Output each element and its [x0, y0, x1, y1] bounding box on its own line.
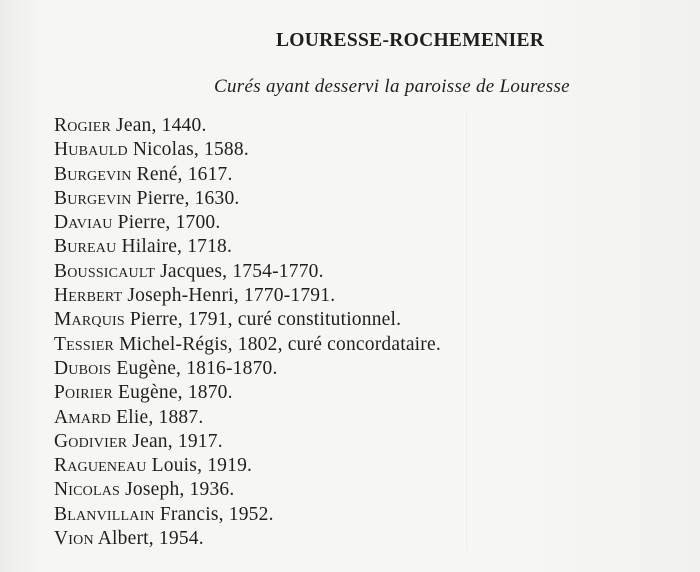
cure-surname: Nicolas — [54, 479, 121, 501]
list-item — [54, 308, 654, 332]
cure-surname: Tessier — [54, 333, 114, 355]
list-item — [54, 138, 654, 162]
cure-surname: Poirier — [54, 382, 113, 404]
cure-surname: Burgevin — [54, 187, 132, 209]
list-item — [54, 478, 654, 502]
cure-surname: Vion — [54, 528, 94, 550]
cure-details: Elie, 1887. — [111, 406, 204, 428]
page-title: LOURESSE-ROCHEMENIER — [276, 30, 545, 51]
list-item — [54, 406, 654, 430]
cure-details: Albert, 1954. — [93, 528, 204, 550]
cure-details: Louis, 1919. — [146, 455, 253, 477]
cure-details: Hilaire, 1718. — [116, 236, 233, 258]
cure-surname: Bureau — [54, 236, 117, 258]
cure-details: Pierre, 1700. — [112, 212, 221, 234]
cure-details: Nicolas, 1588. — [127, 139, 249, 161]
cure-details: Michel-Régis, 1802, curé concordataire. — [114, 333, 441, 355]
cure-details: René, 1617. — [131, 163, 233, 185]
list-item — [54, 503, 654, 527]
list-item — [54, 527, 654, 551]
cure-details: Francis, 1952. — [154, 503, 274, 525]
cure-surname: Ragueneau — [54, 455, 147, 477]
list-item — [54, 333, 654, 357]
cure-surname: Rogier — [54, 115, 111, 136]
list-item — [54, 381, 654, 405]
page-subtitle: Curés ayant desservi la paroisse de Louresse — [214, 76, 570, 97]
cure-surname: Herbert — [54, 285, 123, 307]
list-item — [54, 454, 654, 478]
cure-surname: Dubois — [54, 357, 112, 379]
cure-details: Pierre, 1791, curé constitutionnel. — [124, 309, 402, 331]
cure-details: Pierre, 1630. — [131, 187, 240, 209]
list-item — [54, 114, 654, 138]
list-item — [54, 284, 654, 308]
cure-list — [54, 114, 654, 551]
cure-surname: Hubauld — [54, 139, 128, 161]
cure-details: Jacques, 1754-1770. — [155, 260, 324, 282]
cure-surname: Boussicault — [54, 260, 156, 282]
cure-details: Eugène, 1870. — [112, 382, 233, 404]
list-item — [54, 187, 654, 211]
list-item — [54, 357, 654, 381]
cure-surname: Blanvillain — [54, 503, 155, 525]
cure-surname: Marquis — [54, 309, 125, 331]
list-item — [54, 430, 654, 454]
list-item — [54, 163, 654, 187]
cure-surname: Amard — [54, 406, 112, 428]
cure-surname: Daviau — [54, 212, 113, 234]
list-item — [54, 260, 654, 284]
cure-surname: Burgevin — [54, 163, 132, 185]
cure-details: Joseph-Henri, 1770-1791. — [122, 285, 336, 307]
cure-surname: Godivier — [54, 430, 128, 452]
cure-details: Jean, 1440. — [110, 115, 207, 136]
cure-details: Joseph, 1936. — [120, 479, 235, 501]
list-item — [54, 211, 654, 235]
cure-details: Eugène, 1816-1870. — [111, 357, 278, 379]
list-item — [54, 235, 654, 259]
cure-details: Jean, 1917. — [127, 430, 223, 452]
